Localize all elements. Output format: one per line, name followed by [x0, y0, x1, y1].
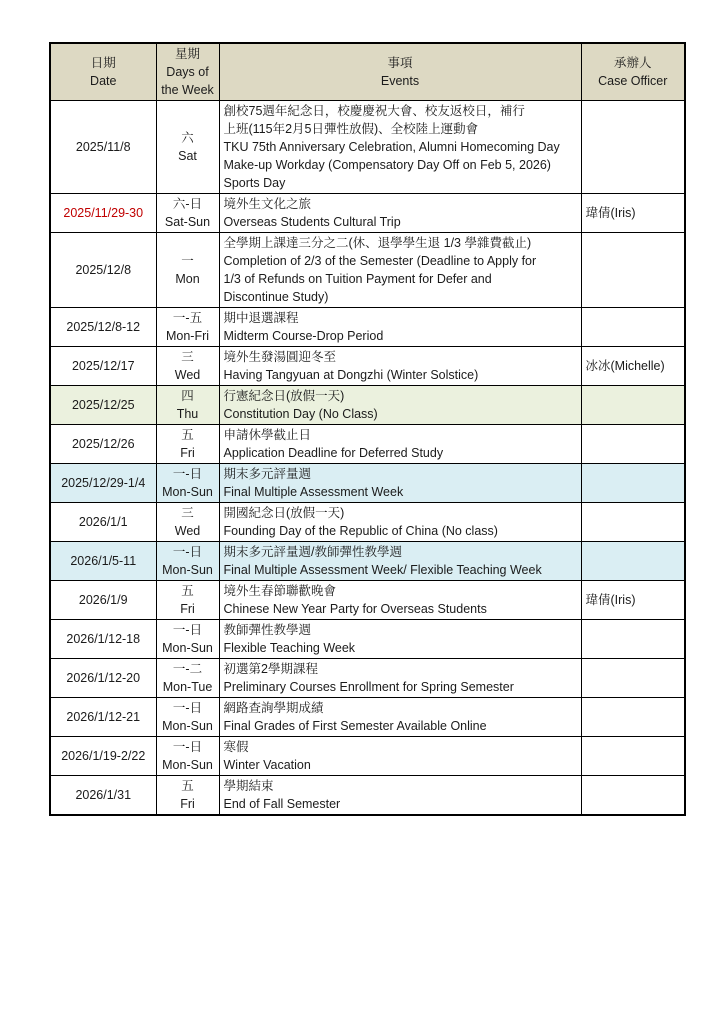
- day-zh: 五: [181, 584, 194, 598]
- case-officer-cell: [581, 425, 685, 464]
- table-row: [50, 101, 685, 194]
- date-cell: 2025/12/26: [50, 425, 156, 464]
- event-line: 創校75週年紀念日，校慶慶祝大會、校友返校日，補行: [223, 104, 525, 118]
- day-en: Wed: [174, 524, 201, 538]
- event-line: Application Deadline for Deferred Study: [223, 446, 444, 460]
- events-cell: [219, 659, 581, 698]
- day-of-week-cell: [156, 464, 219, 503]
- day-zh: 四: [181, 389, 194, 403]
- date-cell: 2026/1/5-11: [50, 542, 156, 581]
- event-line: TKU 75th Anniversary Celebration, Alumni Homecoming Day: [223, 140, 560, 154]
- event-line: 1/3 of Refunds on Tuition Payment for Defer and: [223, 272, 492, 286]
- date-cell: 2026/1/12-21: [50, 698, 156, 737]
- event-line: 期中退選課程: [223, 311, 299, 325]
- case-officer-cell: 瑋倩(Iris): [581, 194, 685, 233]
- day-of-week-cell: [156, 503, 219, 542]
- events-cell: [219, 620, 581, 659]
- date-cell: 2025/12/29-1/4: [50, 464, 156, 503]
- day-en: Sat: [178, 149, 197, 163]
- event-line: 申請休學截止日: [223, 428, 312, 442]
- day-zh: 三: [181, 350, 194, 364]
- day-en: Fri: [180, 797, 195, 811]
- event-line: 學期結束: [223, 779, 274, 793]
- date-cell: 2025/12/8-12: [50, 308, 156, 347]
- day-zh: 一-日: [172, 545, 203, 559]
- day-zh: 五: [181, 428, 194, 442]
- case-officer-cell: [581, 386, 685, 425]
- date-cell: 2026/1/1: [50, 503, 156, 542]
- event-line: 期末多元評量週: [223, 467, 312, 481]
- event-line: 上班(115年2月5日彈性放假)、全校陸上運動會: [223, 122, 479, 136]
- day-zh: 一-日: [172, 740, 203, 754]
- case-officer-cell: [581, 233, 685, 308]
- events-cell: [219, 233, 581, 308]
- events-cell: [219, 386, 581, 425]
- table-row: [50, 620, 685, 659]
- col-header-events: [219, 43, 581, 101]
- events-cell: [219, 737, 581, 776]
- event-line: 境外生發湯圓迎冬至: [223, 350, 337, 364]
- events-cell: [219, 101, 581, 194]
- case-officer-cell: [581, 101, 685, 194]
- day-of-week-cell: [156, 347, 219, 386]
- day-zh: 六: [181, 131, 194, 145]
- day-of-week-cell: [156, 698, 219, 737]
- day-of-week-cell: [156, 620, 219, 659]
- day-zh: 六-日: [172, 197, 203, 211]
- event-line: 行憲紀念日(放假一天): [223, 389, 345, 403]
- day-zh: 一-日: [172, 701, 203, 715]
- day-en: Mon-Fri: [165, 329, 210, 343]
- date-cell: 2026/1/31: [50, 776, 156, 816]
- event-line: 教師彈性教學週: [223, 623, 312, 637]
- table-row: [50, 425, 685, 464]
- day-en: Mon-Tue: [162, 680, 213, 694]
- case-officer-cell: [581, 503, 685, 542]
- day-en: Mon-Sun: [162, 758, 213, 772]
- case-officer-cell: [581, 308, 685, 347]
- event-line: Completion of 2/3 of the Semester (Deadline to Apply for: [223, 254, 537, 268]
- day-of-week-cell: [156, 308, 219, 347]
- date-cell: 2025/11/29-30: [50, 194, 156, 233]
- event-line: 境外生春節聯歡晚會: [223, 584, 337, 598]
- day-en: Mon-Sun: [162, 641, 213, 655]
- col-header-days: [156, 43, 219, 101]
- day-en: Mon-Sun: [162, 563, 213, 577]
- table-row: [50, 659, 685, 698]
- events-cell: [219, 776, 581, 816]
- event-line: Winter Vacation: [223, 758, 311, 772]
- table-header: [50, 43, 685, 101]
- day-of-week-cell: [156, 386, 219, 425]
- day-of-week-cell: [156, 581, 219, 620]
- date-cell: 2025/12/8: [50, 233, 156, 308]
- col-header-events-zh: 事項: [387, 56, 413, 70]
- date-cell: 2025/12/17: [50, 347, 156, 386]
- date-cell: 2025/11/8: [50, 101, 156, 194]
- col-header-events-en: Events: [380, 74, 420, 88]
- event-line: 境外生文化之旅: [223, 197, 312, 211]
- day-zh: 一-五: [172, 311, 203, 325]
- event-line: Constitution Day (No Class): [223, 407, 378, 421]
- day-en: Thu: [176, 407, 199, 421]
- day-en: Mon-Sun: [162, 719, 213, 733]
- events-cell: [219, 194, 581, 233]
- col-header-date-en: Date: [90, 74, 117, 88]
- day-of-week-cell: [156, 542, 219, 581]
- event-line: Midterm Course-Drop Period: [223, 329, 384, 343]
- case-officer-cell: [581, 698, 685, 737]
- event-line: Overseas Students Cultural Trip: [223, 215, 401, 229]
- day-zh: 三: [181, 506, 194, 520]
- day-of-week-cell: [156, 659, 219, 698]
- date-cell: 2025/12/25: [50, 386, 156, 425]
- col-header-officer-zh: 承辦人: [613, 56, 652, 70]
- table-row: [50, 698, 685, 737]
- events-cell: [219, 542, 581, 581]
- case-officer-cell: [581, 737, 685, 776]
- events-cell: [219, 464, 581, 503]
- events-cell: [219, 698, 581, 737]
- day-zh: 一-二: [172, 662, 203, 676]
- col-header-officer-en: Case Officer: [598, 74, 668, 88]
- event-line: Make-up Workday (Compensatory Day Off on Feb 5, 2026): [223, 158, 551, 172]
- events-cell: [219, 347, 581, 386]
- table-row: [50, 737, 685, 776]
- calendar-body: [50, 101, 685, 816]
- table-row: [50, 542, 685, 581]
- day-of-week-cell: [156, 233, 219, 308]
- event-line: 期末多元評量週/教師彈性教學週: [223, 545, 402, 559]
- day-of-week-cell: [156, 737, 219, 776]
- academic-calendar-table: [49, 42, 686, 816]
- events-cell: [219, 425, 581, 464]
- table-row: [50, 308, 685, 347]
- event-line: 網路查詢學期成績: [223, 701, 324, 715]
- day-en: Fri: [180, 602, 195, 616]
- event-line: Final Multiple Assessment Week/ Flexible Teaching Week: [223, 563, 542, 577]
- table-row: [50, 581, 685, 620]
- table-row: [50, 776, 685, 816]
- day-zh: 一-日: [172, 623, 203, 637]
- event-line: Flexible Teaching Week: [223, 641, 356, 655]
- event-line: End of Fall Semester: [223, 797, 341, 811]
- date-cell: 2026/1/12-18: [50, 620, 156, 659]
- day-of-week-cell: [156, 776, 219, 816]
- day-en: Wed: [174, 368, 201, 382]
- day-en: Fri: [180, 446, 195, 460]
- table-row: [50, 503, 685, 542]
- day-zh: 一: [181, 254, 194, 268]
- day-en: Sat-Sun: [164, 215, 211, 229]
- date-cell: 2026/1/12-20: [50, 659, 156, 698]
- event-line: Preliminary Courses Enrollment for Spring Semester: [223, 680, 514, 694]
- event-line: 全學期上課達三分之二(休、退學學生退 1/3 學雜費截止): [223, 236, 532, 250]
- events-cell: [219, 308, 581, 347]
- table-row: [50, 347, 685, 386]
- events-cell: [219, 503, 581, 542]
- event-line: Chinese New Year Party for Overseas Students: [223, 602, 487, 616]
- day-of-week-cell: [156, 425, 219, 464]
- date-cell: 2026/1/9: [50, 581, 156, 620]
- event-line: Final Grades of First Semester Available Online: [223, 719, 487, 733]
- table-row: [50, 194, 685, 233]
- event-line: Discontinue Study): [223, 290, 329, 304]
- case-officer-cell: [581, 542, 685, 581]
- col-header-date: [50, 43, 156, 101]
- day-en: Mon-Sun: [162, 485, 213, 499]
- case-officer-cell: [581, 659, 685, 698]
- table-row: [50, 386, 685, 425]
- day-zh: 一-日: [172, 467, 203, 481]
- event-line: 開國紀念日(放假一天): [223, 506, 345, 520]
- event-line: Having Tangyuan at Dongzhi (Winter Solstice): [223, 368, 479, 382]
- case-officer-cell: 瑋倩(Iris): [581, 581, 685, 620]
- col-header-days-zh: 星期: [174, 47, 200, 61]
- case-officer-cell: [581, 776, 685, 816]
- col-header-officer: [581, 43, 685, 101]
- case-officer-cell: [581, 464, 685, 503]
- day-en: Mon: [175, 272, 200, 286]
- day-of-week-cell: [156, 101, 219, 194]
- col-header-days-en: Days of the Week: [161, 65, 214, 97]
- day-of-week-cell: [156, 194, 219, 233]
- day-zh: 五: [181, 779, 194, 793]
- event-line: 初選第2學期課程: [223, 662, 318, 676]
- events-cell: [219, 581, 581, 620]
- col-header-date-zh: 日期: [90, 56, 116, 70]
- event-line: Sports Day: [223, 176, 286, 190]
- table-row: [50, 464, 685, 503]
- date-cell: 2026/1/19-2/22: [50, 737, 156, 776]
- event-line: Final Multiple Assessment Week: [223, 485, 404, 499]
- case-officer-cell: [581, 620, 685, 659]
- event-line: 寒假: [223, 740, 249, 754]
- table-row: [50, 233, 685, 308]
- event-line: Founding Day of the Republic of China (No class): [223, 524, 498, 538]
- header-row: [50, 43, 685, 101]
- case-officer-cell: 冰冰(Michelle): [581, 347, 685, 386]
